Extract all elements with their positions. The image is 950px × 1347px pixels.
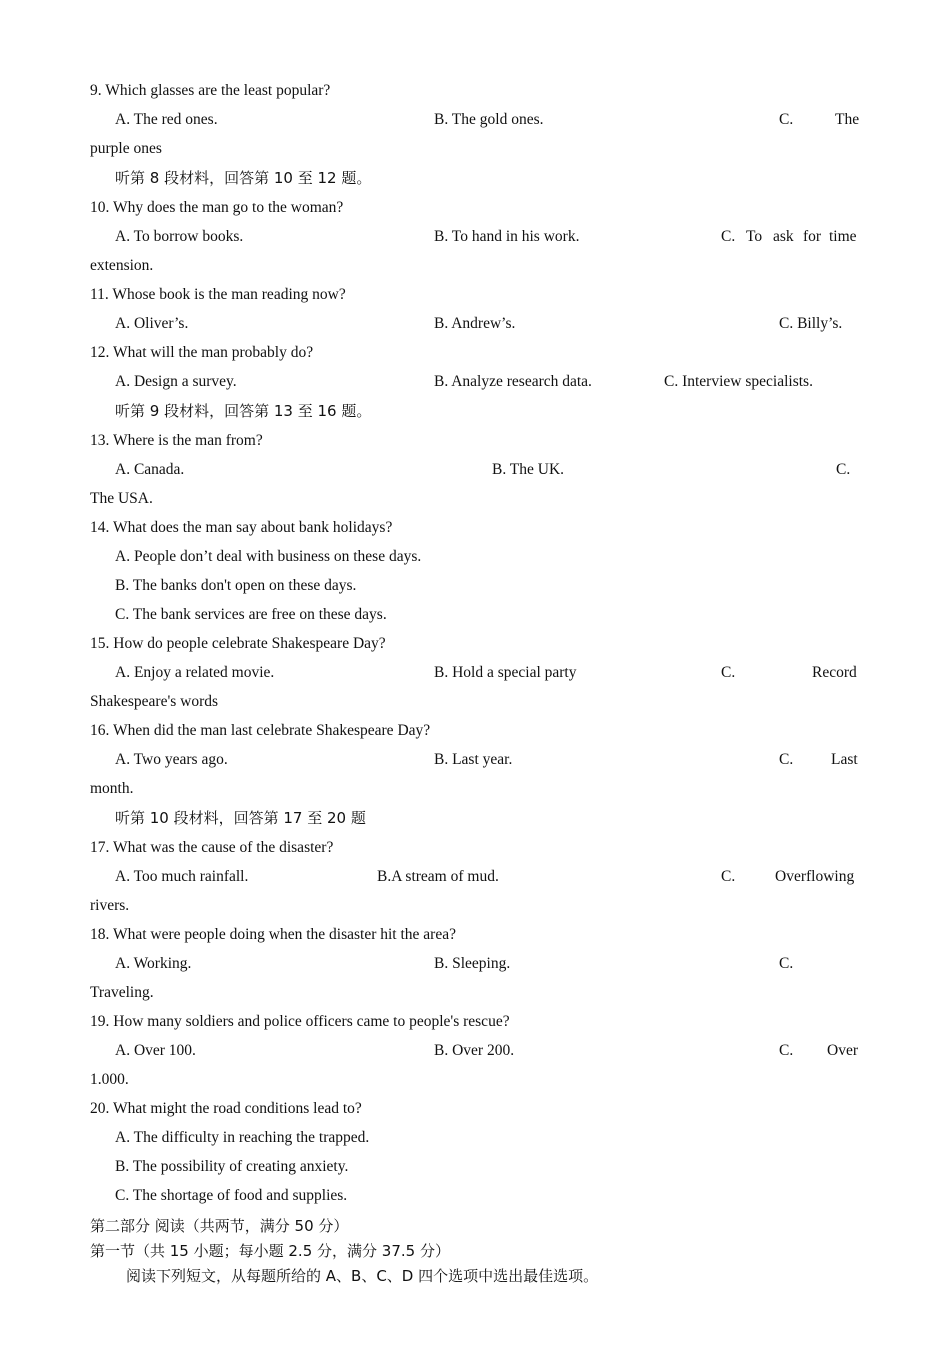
question-17-option-b: B.A stream of mud. — [377, 868, 499, 885]
question-15-option-c-label: C. — [721, 664, 736, 681]
question-10-option-c-word4: time — [829, 228, 857, 245]
question-19-option-b: B. Over 200. — [434, 1042, 515, 1059]
question-20-option-b: B. The possibility of creating anxiety. — [115, 1158, 349, 1175]
question-16-option-c-text: Last — [831, 751, 858, 768]
question-10-option-c-word2: ask — [773, 228, 794, 245]
question-19-option-c-label: C. — [779, 1042, 794, 1059]
question-9-stem: 9. Which glasses are the least popular? — [90, 82, 331, 99]
question-17-option-c-cont: rivers. — [90, 897, 130, 914]
question-18-option-a: A. Working. — [115, 955, 192, 972]
question-10-option-a: A. To borrow books. — [115, 228, 244, 245]
question-16-option-a: A. Two years ago. — [115, 751, 228, 768]
question-9-option-a: A. The red ones. — [115, 111, 218, 128]
question-9-option-c-text: The — [835, 111, 860, 128]
question-19-option-c-text: Over — [827, 1042, 858, 1059]
question-10-option-c-cont: extension. — [90, 257, 154, 274]
section-10-instruction: 听第 10 段材料，回答第 17 至 20 题 — [115, 809, 366, 827]
question-20-stem: 20. What might the road conditions lead to? — [90, 1100, 362, 1117]
question-14-option-a: A. People don’t deal with business on these days. — [115, 548, 422, 565]
question-10-option-c-label: C. — [721, 228, 736, 245]
question-19-stem: 19. How many soldiers and police officers came to people's rescue? — [90, 1013, 510, 1030]
question-9-option-c-cont: purple ones — [90, 140, 162, 157]
question-10-option-c-word3: for — [803, 228, 822, 245]
question-13-option-a: A. Canada. — [115, 461, 185, 478]
section-8-instruction: 听第 8 段材料，回答第 10 至 12 题。 — [115, 169, 372, 187]
question-13-stem: 13. Where is the man from? — [90, 432, 263, 449]
question-17-option-c-label: C. — [721, 868, 736, 885]
question-16-option-c-cont: month. — [90, 780, 134, 797]
question-10-option-b: B. To hand in his work. — [434, 228, 580, 245]
question-11-option-c: C. Billy’s. — [779, 315, 843, 332]
question-15-option-a: A. Enjoy a related movie. — [115, 664, 275, 681]
question-19-option-c-cont: 1.000. — [90, 1071, 129, 1088]
question-14-option-c: C. The bank services are free on these days. — [115, 606, 387, 623]
question-9-option-c-label: C. — [779, 111, 794, 128]
question-14-option-b: B. The banks don't open on these days. — [115, 577, 357, 594]
question-14-stem: 14. What does the man say about bank holidays? — [90, 519, 393, 536]
question-15-stem: 15. How do people celebrate Shakespeare Day? — [90, 635, 386, 652]
part-2-title: 第二部分 阅读（共两节，满分 50 分） — [90, 1217, 349, 1235]
question-16-option-c-label: C. — [779, 751, 794, 768]
question-16-option-b: B. Last year. — [434, 751, 513, 768]
question-13-option-c-cont: The USA. — [90, 490, 153, 507]
question-18-option-b: B. Sleeping. — [434, 955, 511, 972]
question-19-option-a: A. Over 100. — [115, 1042, 196, 1059]
question-11-stem: 11. Whose book is the man reading now? — [90, 286, 346, 303]
question-17-option-c-text: Overflowing — [775, 868, 855, 885]
question-12-option-a: A. Design a survey. — [115, 373, 237, 390]
question-18-option-c-cont: Traveling. — [90, 984, 154, 1001]
question-9-option-b: B. The gold ones. — [434, 111, 544, 128]
question-15-option-c-text: Record — [812, 664, 857, 681]
question-18-option-c-label: C. — [779, 955, 794, 972]
section-9-instruction: 听第 9 段材料，回答第 13 至 16 题。 — [115, 402, 372, 420]
question-17-stem: 17. What was the cause of the disaster? — [90, 839, 334, 856]
question-12-option-b: B. Analyze research data. — [434, 373, 592, 390]
question-20-option-a: A. The difficulty in reaching the trapped. — [115, 1129, 370, 1146]
question-10-stem: 10. Why does the man go to the woman? — [90, 199, 344, 216]
question-12-stem: 12. What will the man probably do? — [90, 344, 314, 361]
question-11-option-a: A. Oliver’s. — [115, 315, 189, 332]
part-2-instruction: 阅读下列短文，从每题所给的 A、B、C、D 四个选项中选出最佳选项。 — [126, 1267, 599, 1285]
question-18-stem: 18. What were people doing when the disaster hit the area? — [90, 926, 456, 943]
question-13-option-c-label: C. — [836, 461, 851, 478]
question-10-option-c-word1: To — [746, 228, 763, 245]
question-15-option-b: B. Hold a special party — [434, 664, 577, 681]
question-17-option-a: A. Too much rainfall. — [115, 868, 249, 885]
question-16-stem: 16. When did the man last celebrate Shakespeare Day? — [90, 722, 431, 739]
question-20-option-c: C. The shortage of food and supplies. — [115, 1187, 348, 1204]
part-2-section-1-heading: 第一节（共 15 小题；每小题 2.5 分，满分 37.5 分） — [90, 1242, 450, 1260]
question-13-option-b: B. The UK. — [492, 461, 565, 478]
question-12-option-c: C. Interview specialists. — [664, 373, 813, 390]
question-15-option-c-cont: Shakespeare's words — [90, 693, 219, 710]
question-11-option-b: B. Andrew’s. — [434, 315, 516, 332]
